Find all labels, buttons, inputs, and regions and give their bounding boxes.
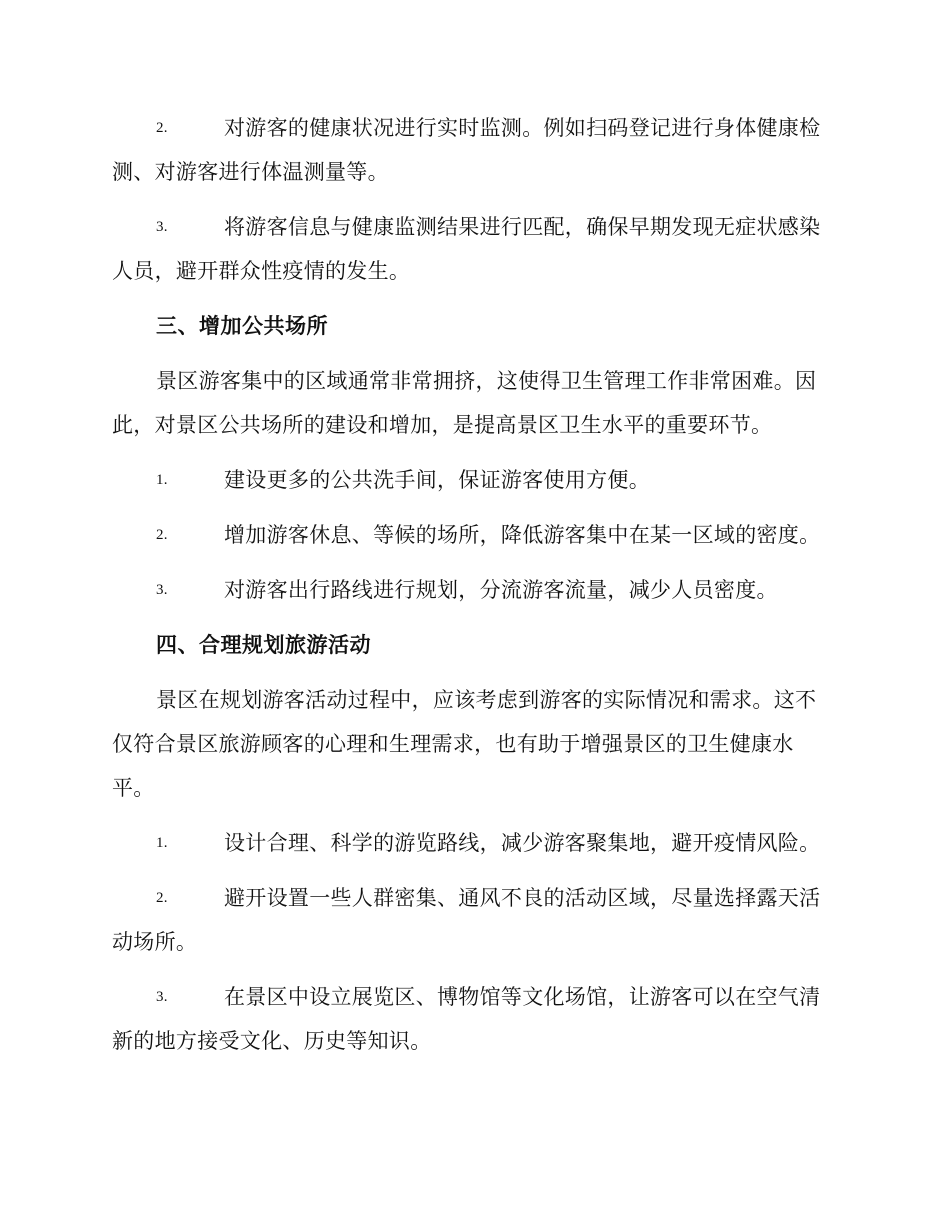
- list-item: [112, 568, 832, 612]
- list-text: 建设更多的公共洗手间，保证游客使用方便。: [224, 468, 650, 492]
- list-text: 在景区中设立展览区、博物馆等文化场馆，让游客可以在空气清新的地方接受文化、历史等知识。: [112, 985, 821, 1053]
- section-paragraph: 景区游客集中的区域通常非常拥挤，这使得卫生管理工作非常困难。因此，对景区公共场所的建设和增加，是提高景区卫生水平的重要环节。: [112, 369, 817, 437]
- list-text: 设计合理、科学的游览路线，减少游客聚集地，避开疫情风险。: [224, 831, 821, 855]
- section-paragraph: 景区在规划游客活动过程中，应该考虑到游客的实际情况和需求。这不仅符合景区旅游顾客的心理和生理需求，也有助于增强景区的卫生健康水平。: [112, 688, 817, 800]
- list-item: [112, 106, 832, 194]
- section-heading: 三、增加公共场所: [156, 314, 328, 338]
- list-text: 对游客出行路线进行规划，分流游客流量，减少人员密度。: [224, 578, 778, 602]
- list-number: 1.: [156, 835, 168, 851]
- list-item: [112, 975, 832, 1063]
- list-item: [112, 458, 832, 502]
- list-text: 对游客的健康状况进行实时监测。例如扫码登记进行身体健康检测、对游客进行体温测量等。: [112, 116, 821, 184]
- list-number: 2.: [156, 527, 168, 543]
- list-number: 2.: [156, 120, 168, 136]
- list-text: 将游客信息与健康监测结果进行匹配，确保早期发现无症状感染人员，避开群众性疫情的发生。: [112, 215, 821, 283]
- list-number: 1.: [156, 472, 168, 488]
- list-item: [112, 821, 832, 865]
- list-number: 3.: [156, 219, 168, 235]
- list-number: 3.: [156, 989, 168, 1005]
- list-item: [112, 513, 832, 557]
- list-number: 3.: [156, 582, 168, 598]
- section-heading: 四、合理规划旅游活动: [156, 633, 371, 657]
- list-item: [112, 876, 832, 964]
- list-text: 避开设置一些人群密集、通风不良的活动区域，尽量选择露天活动场所。: [112, 886, 821, 954]
- list-number: 2.: [156, 890, 168, 906]
- list-text: 增加游客休息、等候的场所，降低游客集中在某一区域的密度。: [224, 523, 821, 547]
- list-item: [112, 205, 832, 293]
